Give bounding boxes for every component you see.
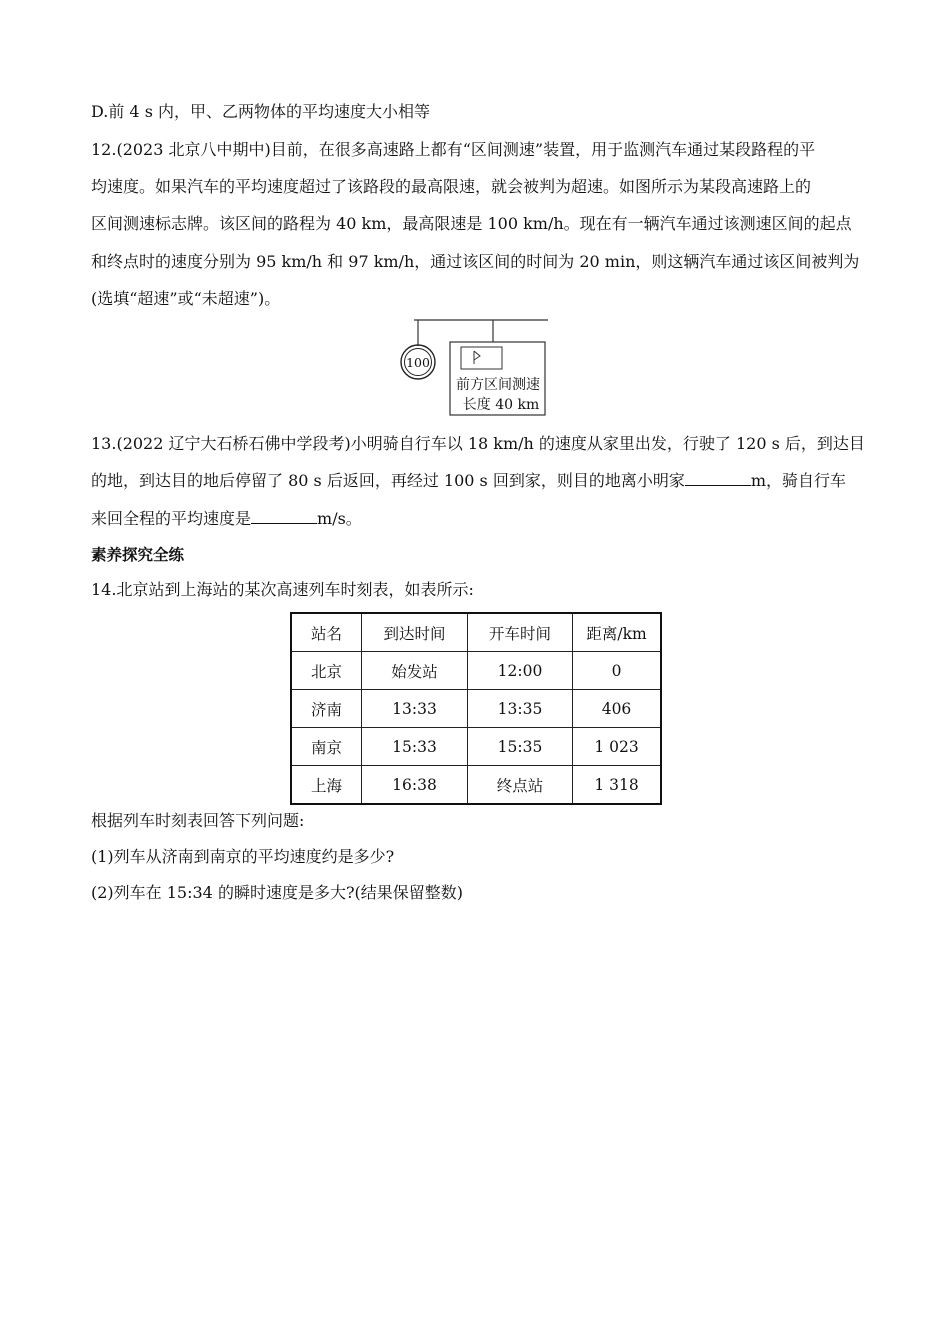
sign-text-line-1: 前方区间测速: [456, 377, 540, 393]
table-cell: 终点站: [468, 766, 573, 805]
table-cell: 始发站: [362, 652, 468, 690]
question-13-line-3-text-a: 来回全程的平均速度是: [91, 509, 252, 528]
answer-blank-distance[interactable]: [685, 471, 751, 486]
table-row: [291, 652, 661, 690]
table-cell: 15:35: [468, 728, 573, 766]
table-cell: 1 023: [573, 728, 662, 766]
sub-question-1: (1)列车从济南到南京的平均速度约是多少?: [91, 847, 395, 866]
table-row: [291, 766, 661, 805]
table-row: [291, 728, 661, 766]
sub-question-2: (2)列车在 15:34 的瞬时速度是多大?(结果保留整数): [91, 883, 464, 902]
question-13-line-3: [91, 509, 861, 529]
question-12-line-3: 区间测速标志牌。该区间的路程为 40 km，最高限速是 100 km/h。现在有一辆汽车通过该测速区间的起点: [91, 214, 852, 233]
table-header-cell: 到达时间: [362, 613, 468, 652]
table-header-cell: 站名: [291, 613, 362, 652]
table-cell: 济南: [291, 690, 362, 728]
table-row: [291, 690, 661, 728]
table-cell: 12:00: [468, 652, 573, 690]
table-header-row: [291, 613, 661, 652]
table-cell: 北京: [291, 652, 362, 690]
option-d-text: D.前 4 s 内，甲、乙两物体的平均速度大小相等: [91, 102, 430, 121]
table-header-cell: 开车时间: [468, 613, 573, 652]
question-12-line-2: 均速度。如果汽车的平均速度超过了该路段的最高限速，就会被判为超速。如图所示为某段高速路上的: [91, 177, 812, 196]
question-13-line-2: [91, 471, 861, 491]
question-12-line-5: (选填“超速”或“未超速”)。: [91, 289, 281, 308]
table-header-cell: 距离/km: [573, 613, 662, 652]
table-cell: 南京: [291, 728, 362, 766]
table-cell: 上海: [291, 766, 362, 805]
table-cell: 13:33: [362, 690, 468, 728]
table-cell: 406: [573, 690, 662, 728]
table-cell: 15:33: [362, 728, 468, 766]
camera-icon: [461, 347, 502, 369]
question-13-line-2-text-b: m，骑自行车: [750, 471, 847, 490]
table-cell: 13:35: [468, 690, 573, 728]
speed-section-sign-figure: [396, 316, 556, 422]
question-13-line-2-text-a: 的地，到达目的地后停留了 80 s 后返回，再经过 100 s 回到家，则目的地离小明家: [91, 471, 685, 490]
table-cell: 0: [573, 652, 662, 690]
section-heading: 素养探究全练: [91, 546, 185, 564]
table-followup-text: 根据列车时刻表回答下列问题:: [91, 811, 305, 830]
question-13-line-1: 13.(2022 辽宁大石桥石佛中学段考)小明骑自行车以 18 km/h 的速度从家里出发，行驶了 120 s 后，到达目: [91, 434, 865, 453]
table-cell: 1 318: [573, 766, 662, 805]
sign-text-line-2: 长度 40 km: [462, 397, 540, 413]
speed-limit-sign-icon: [401, 345, 435, 379]
speed-limit-value: 100: [406, 355, 430, 370]
answer-blank-average-speed[interactable]: [251, 509, 317, 524]
train-timetable: [290, 612, 662, 805]
question-12-line-1: 12.(2023 北京八中期中)目前，在很多高速路上都有“区间测速”装置，用于监测汽车通过某段路程的平: [91, 140, 816, 159]
question-13-line-3-text-b: m/s。: [317, 509, 362, 528]
question-14-line-1: 14.北京站到上海站的某次高速列车时刻表，如表所示:: [91, 580, 474, 599]
table-cell: 16:38: [362, 766, 468, 805]
question-12-line-4: 和终点时的速度分别为 95 km/h 和 97 km/h，通过该区间的时间为 20 min，则这辆汽车通过该区间被判为: [91, 252, 860, 271]
